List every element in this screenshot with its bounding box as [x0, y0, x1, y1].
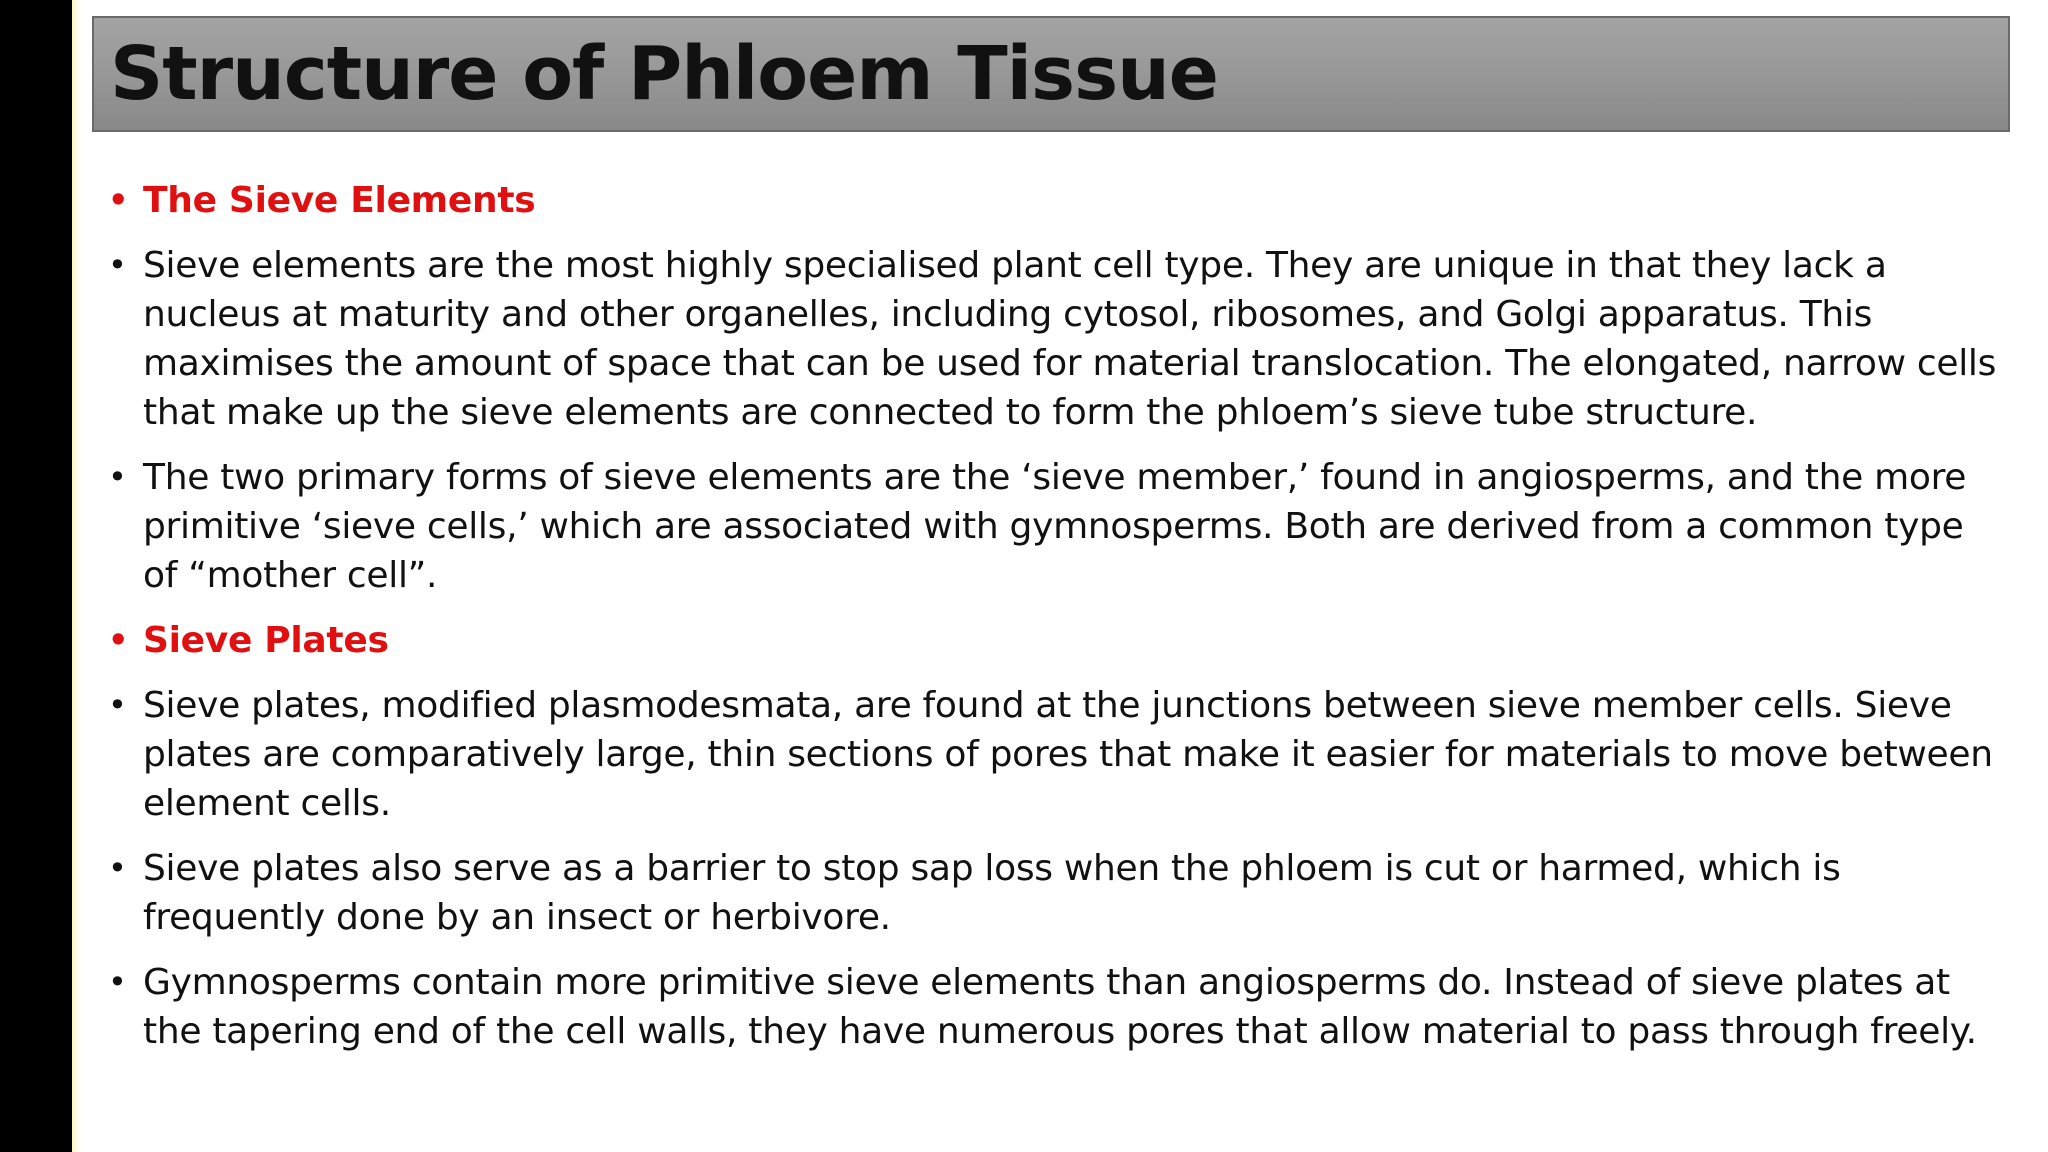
bullet-text: Sieve elements are the most highly specialised plant cell type. They are unique in that they lack a nucleus at maturity and other organelles, including cytosol, ribosomes, and Golgi apparatus. This maximises the amount of space that can be used for material translocation. The elongated, narrow cells that make up the sieve elements are connected to form the phloem’s sieve tube structure. [143, 245, 1997, 433]
bullet-dot-icon: • [108, 458, 127, 496]
title-banner [92, 16, 2010, 132]
bullet-text: The two primary forms of sieve elements are the ‘sieve member,’ found in angiosperms, and the more primitive ‘sieve cells,’ which are associated with gymnosperms. Both are derived from a common type of “mother cell”. [143, 457, 1967, 596]
bullet-dot-icon: • [108, 686, 127, 724]
bullet-text: Gymnosperms contain more primitive sieve elements than angiosperms do. Instead of sieve plates at the tapering end of the cell walls, they have numerous pores that allow material to pass through freely. [143, 962, 1977, 1052]
slide-title: Structure of Phloem Tissue [110, 31, 1218, 117]
bullet-sieve-elements-description [108, 241, 2008, 437]
bullet-dot-icon: • [108, 621, 129, 659]
bullet-dot-icon: • [108, 246, 127, 284]
bullet-dot-icon: • [108, 181, 129, 219]
bullet-list [108, 176, 2008, 1072]
bullet-sieve-plates-junctions [108, 681, 2008, 828]
bullet-sieve-forms [108, 453, 2008, 600]
bullet-dot-icon: • [108, 849, 127, 887]
bullet-text: Sieve plates also serve as a barrier to stop sap loss when the phloem is cut or harmed, which is frequently done by an insect or herbivore. [143, 848, 1841, 938]
bullet-gymnosperms [108, 958, 2008, 1056]
bullet-heading-sieve-elements [108, 176, 2008, 225]
left-accent-stripe [72, 0, 82, 1152]
bullet-text: Sieve Plates [143, 620, 389, 661]
bullet-text: The Sieve Elements [143, 180, 536, 221]
bullet-text: Sieve plates, modified plasmodesmata, are found at the junctions between sieve member cells. Sieve plates are comparatively large, thin sections of pores that make it easier for materials to move between element cells. [143, 685, 1993, 824]
left-black-bar [0, 0, 72, 1152]
bullet-dot-icon: • [108, 963, 127, 1001]
bullet-sieve-plates-barrier [108, 844, 2008, 942]
bullet-heading-sieve-plates [108, 616, 2008, 665]
